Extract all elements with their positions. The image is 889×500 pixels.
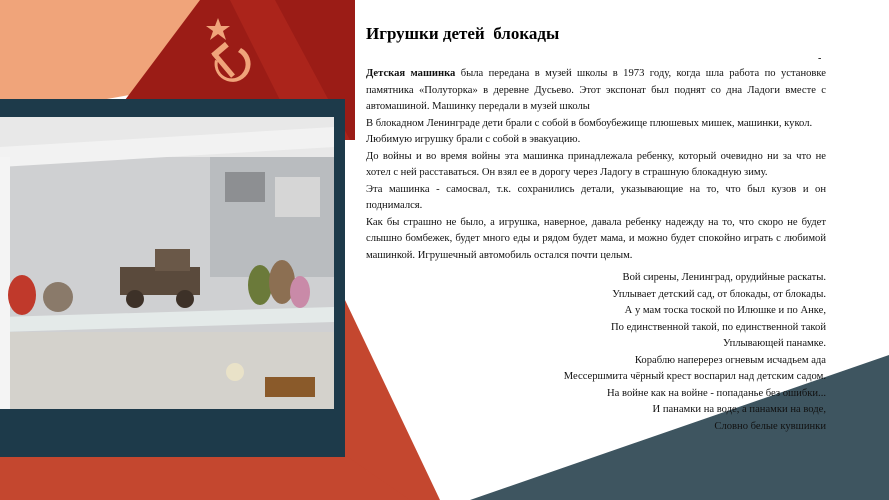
paragraph-3: Любимую игрушку брали с собой в эвакуацию. <box>366 134 581 145</box>
paragraph-5: Эта машинка - самосвал, т.к. сохранились детали, указывающие на то, что был кузов и он поднимался. <box>366 183 826 211</box>
paragraph-1-rest: была передана в музей школы в 1973 году, когда шла работа по установке памятника «Полуторка» в деревне Дусьево. Этот экспонат был поднят со дна Ладоги вместе с автомашиной. Машинку передали в музей школы <box>366 68 826 112</box>
poem-line: Мессершмита чёрный крест воспарил над детским садом. <box>563 371 826 382</box>
poem-line: Уплывающей панамке. <box>723 338 826 349</box>
paragraph-6: Как бы страшно не было, а игрушка, наверное, давала ребенку надежду на то, что скоро не будет слышно бомбежек, будет много еды и рядом будет мама, и можно будет спокойно играть с любимой машинкой. Игрушечный автомобиль остался почти целым. <box>366 216 826 261</box>
poem-line: А у мам тоска тоской по Илюшке и по Анке, <box>624 305 826 316</box>
poem-line: На войне как на войне - попаданье без ошибки... <box>607 387 826 399</box>
exhibit-photo <box>0 117 334 409</box>
paragraph-4: До войны и во время войны эта машинка принадлежала ребенку, который очевидно ни за что не хотел с ней расставаться. Он взял ее в дорогу через Ладогу в страшную блокадную зиму. <box>366 150 826 178</box>
dash-mark: - <box>818 53 822 64</box>
article-body <box>366 66 826 264</box>
poem-line: Вой сирены, Ленинград, орудийные раскаты. <box>622 272 826 283</box>
paragraph-2: В блокадном Ленинграде дети брали с собой в бомбоубежище плюшевых мишек, машинки, кукол. <box>366 117 813 129</box>
terracotta-lower <box>0 455 410 500</box>
poem <box>366 270 826 435</box>
poem-line: По единственной такой, по единственной такой <box>610 321 826 333</box>
photo-frame <box>0 99 345 457</box>
page-title: Игрушки детей блокады <box>366 24 560 43</box>
poem-line: Словно белые кувшинки <box>714 420 826 432</box>
poem-line: Кораблю наперерез огневым исчадьем ада <box>634 354 826 366</box>
display-case-image <box>0 117 334 409</box>
paragraph-1-bold: Детская машинка <box>366 68 456 79</box>
poem-line: Уплывает детский сад, от блокады, от блокады. <box>612 288 826 300</box>
paragraph-1 <box>366 66 826 116</box>
poem-line: И панамки на воде, а панамки на воде, <box>652 404 826 415</box>
